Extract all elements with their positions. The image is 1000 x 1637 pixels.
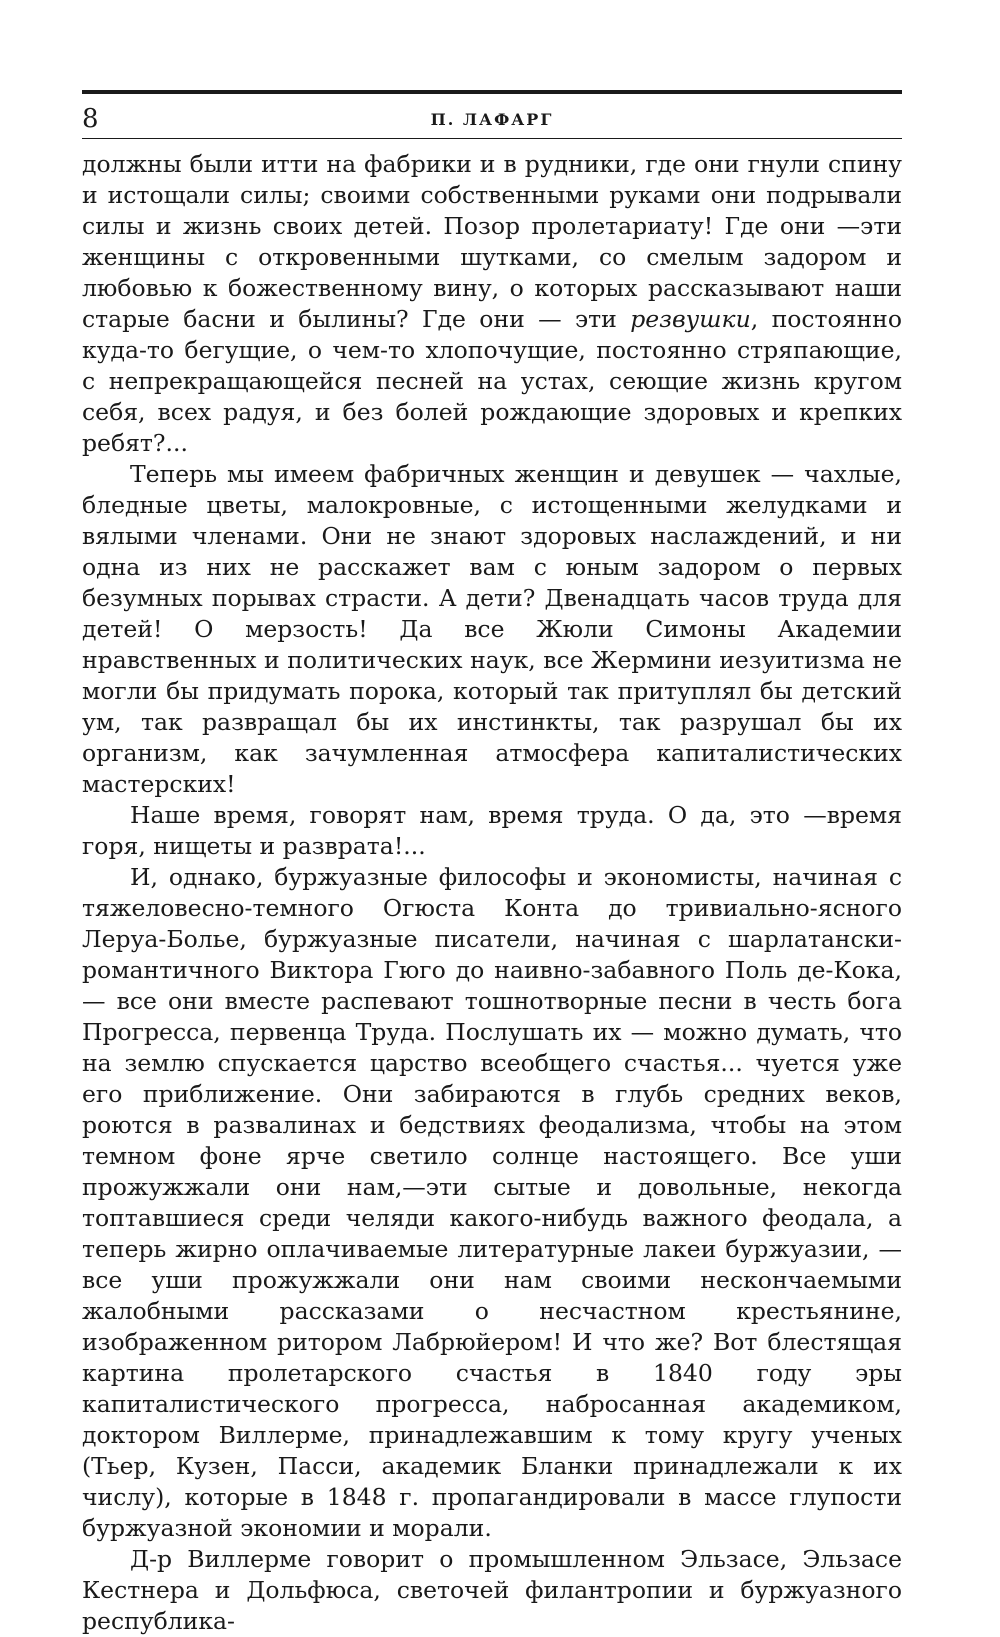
book-page <box>82 90 902 1637</box>
paragraph-1-text-after: , постоянно куда-то бегущие, о чем-то хлопочущие, постоянно стряпающие, с непрекращающейся песней на устах, сеющие жизнь кругом себя, всех радуя, и без болей рождающие здоровых и крепких ребят?... <box>82 305 902 457</box>
paragraph-1-emphasis: резвушки <box>630 305 751 333</box>
paragraph-1-text-before: должны были итти на фабрики и в рудники, где они гнули спину и истощали силы; своими собственными руками они подрывали силы и жизнь своих детей. Позор пролетариату! Где они —эти женщины с откровенными шутками, со смелым задором и любовью к божественному вину, о которых рассказывают наши старые басни и былины? Где они — эти <box>82 150 902 333</box>
paragraph-1 <box>82 149 902 459</box>
page-number: 8 <box>82 104 99 134</box>
running-head <box>82 98 902 139</box>
top-rule <box>82 90 902 94</box>
paragraph-4: И, однако, буржуазные философы и экономисты, начиная с тяжеловесно-темного Огюста Конта до тривиально-ясного Леруа-Болье, буржуазные писатели, начиная с шарлатански-романтичного Виктора Гюго до наивно-забавного Поль де-Кока, — все они вместе распевают тошнотворные песни в честь бога Прогресса, первенца Труда. Послушать их — можно думать, что на землю спускается царство всеобщего счастья... чуется уже его приближение. Они забираются в глубь средних веков, роются в развалинах и бедствиях феодализма, чтобы на этом темном фоне ярче светило солнце настоящего. Все уши прожужжали они нам,—эти сытые и довольные, некогда топтавшиеся среди челяди какого-нибудь важного феодала, а теперь жирно оплачиваемые литературные лакеи буржуазии, — все уши прожужжали они нам своими нескончаемыми жалобными рассказами о несчастном крестьянине, изображенном ритором Лабрюйером! И что же? Вот блестящая картина пролетарского счастья в 1840 году эры капиталистического прогресса, набросанная академиком, доктором Виллерме, принадлежавшим к тому кругу ученых (Тьер, Кузен, Пасси, академик Бланки принадлежали к их числу), которые в 1848 г. пропагандировали в массе глупости буржуазной экономии и морали. <box>82 863 902 1542</box>
running-head-title: П. ЛАФАРГ <box>430 110 554 129</box>
paragraph-3: Наше время, говорят нам, время труда. О да, это —время горя, нищеты и разврата!... <box>82 801 902 860</box>
paragraph-5: Д-р Виллерме говорит о промышленном Эльзасе, Эльзасе Кестнера и Дольфюса, светочей филантропии и буржуазного республика- <box>82 1545 902 1635</box>
paragraph-2: Теперь мы имеем фабричных женщин и девушек — чахлые, бледные цветы, малокровные, с истощенными желудками и вялыми членами. Они не знают здоровых наслаждений, и ни одна из них не расскажет вам с юным задором о первых безумных порывах страсти. А дети? Двенадцать часов труда для детей! О мерзость! Да все Жюли Симоны Академии нравственных и политических наук, все Жермини иезуитизма не могли бы придумать порока, который так притуплял бы детский ум, так развращал бы их инстинкты, так разрушал бы их организм, как зачумленная атмосфера капиталистических мастерских! <box>82 460 902 798</box>
body-text <box>82 149 902 1637</box>
